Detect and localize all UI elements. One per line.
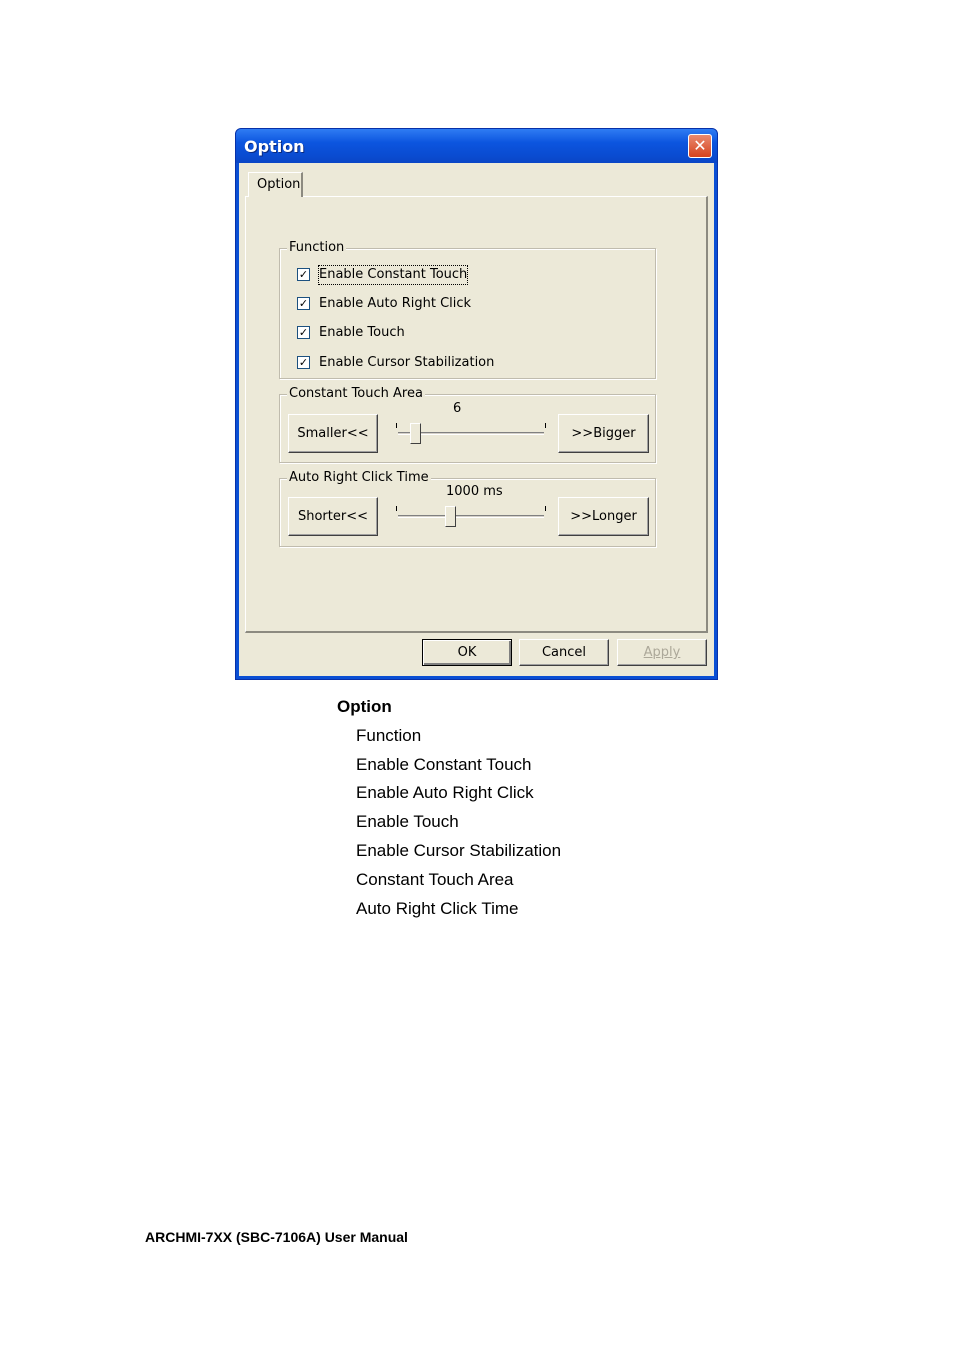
- constant-touch-area-group: [279, 386, 656, 463]
- close-icon: ✕: [693, 136, 707, 155]
- slider-tick: [396, 506, 397, 511]
- click-time-slider[interactable]: [396, 504, 546, 530]
- auto-right-click-time-group: [279, 470, 656, 547]
- constant-touch-area-label: Constant Touch Area: [289, 386, 423, 401]
- checkbox-check-icon: ✓: [298, 297, 309, 310]
- option-dialog: [235, 128, 718, 680]
- doc-item-auto-right-click-time: Auto Right Click Time: [356, 899, 519, 918]
- doc-item-enable-constant-touch: Enable Constant Touch: [356, 755, 532, 774]
- checkbox-label: Enable Constant Touch: [319, 267, 468, 282]
- touch-area-value: 6: [453, 401, 462, 416]
- dialog-client-area: [239, 163, 714, 676]
- slider-track: [398, 515, 544, 518]
- doc-heading: Option: [337, 697, 392, 716]
- function-group-label: Function: [289, 240, 345, 255]
- tab-option[interactable]: Option: [248, 172, 303, 197]
- close-button[interactable]: [688, 134, 712, 158]
- touch-area-slider[interactable]: [396, 421, 546, 447]
- apply-label: Apply: [643, 645, 681, 660]
- cancel-button[interactable]: Cancel: [519, 639, 609, 666]
- slider-tick: [396, 423, 397, 428]
- checkbox-label: Enable Cursor Stabilization: [319, 355, 495, 370]
- dialog-titlebar[interactable]: [236, 129, 717, 163]
- slider-thumb[interactable]: [445, 506, 456, 527]
- slider-tick: [545, 506, 546, 511]
- ok-button[interactable]: OK: [422, 639, 512, 666]
- bigger-button[interactable]: >>Bigger: [558, 414, 649, 453]
- slider-thumb[interactable]: [410, 423, 421, 444]
- longer-button[interactable]: >>Longer: [558, 497, 649, 536]
- checkbox-label: Enable Auto Right Click: [319, 296, 472, 311]
- auto-right-click-time-label: Auto Right Click Time: [289, 470, 429, 485]
- checkbox-label: Enable Touch: [319, 325, 405, 340]
- tab-panel: [245, 196, 708, 633]
- doc-item-enable-cursor-stabilization: Enable Cursor Stabilization: [356, 841, 562, 860]
- checkbox-check-icon: ✓: [298, 326, 309, 339]
- click-time-value: 1000 ms: [446, 484, 503, 499]
- checkbox-check-icon: ✓: [298, 268, 309, 281]
- doc-item-enable-auto-right-click: Enable Auto Right Click: [356, 783, 534, 802]
- doc-item-function: Function: [356, 726, 422, 745]
- doc-item-enable-touch: Enable Touch: [356, 812, 459, 831]
- manual-footer: ARCHMI-7XX (SBC-7106A) User Manual: [145, 1229, 408, 1245]
- checkbox-check-icon: ✓: [298, 356, 309, 369]
- function-group: [279, 240, 656, 379]
- apply-button[interactable]: [617, 639, 707, 666]
- smaller-button[interactable]: Smaller<<: [288, 414, 378, 453]
- slider-tick: [545, 423, 546, 428]
- doc-item-constant-touch-area: Constant Touch Area: [356, 870, 514, 889]
- shorter-button[interactable]: Shorter<<: [288, 497, 378, 536]
- dialog-title: Option: [244, 137, 305, 156]
